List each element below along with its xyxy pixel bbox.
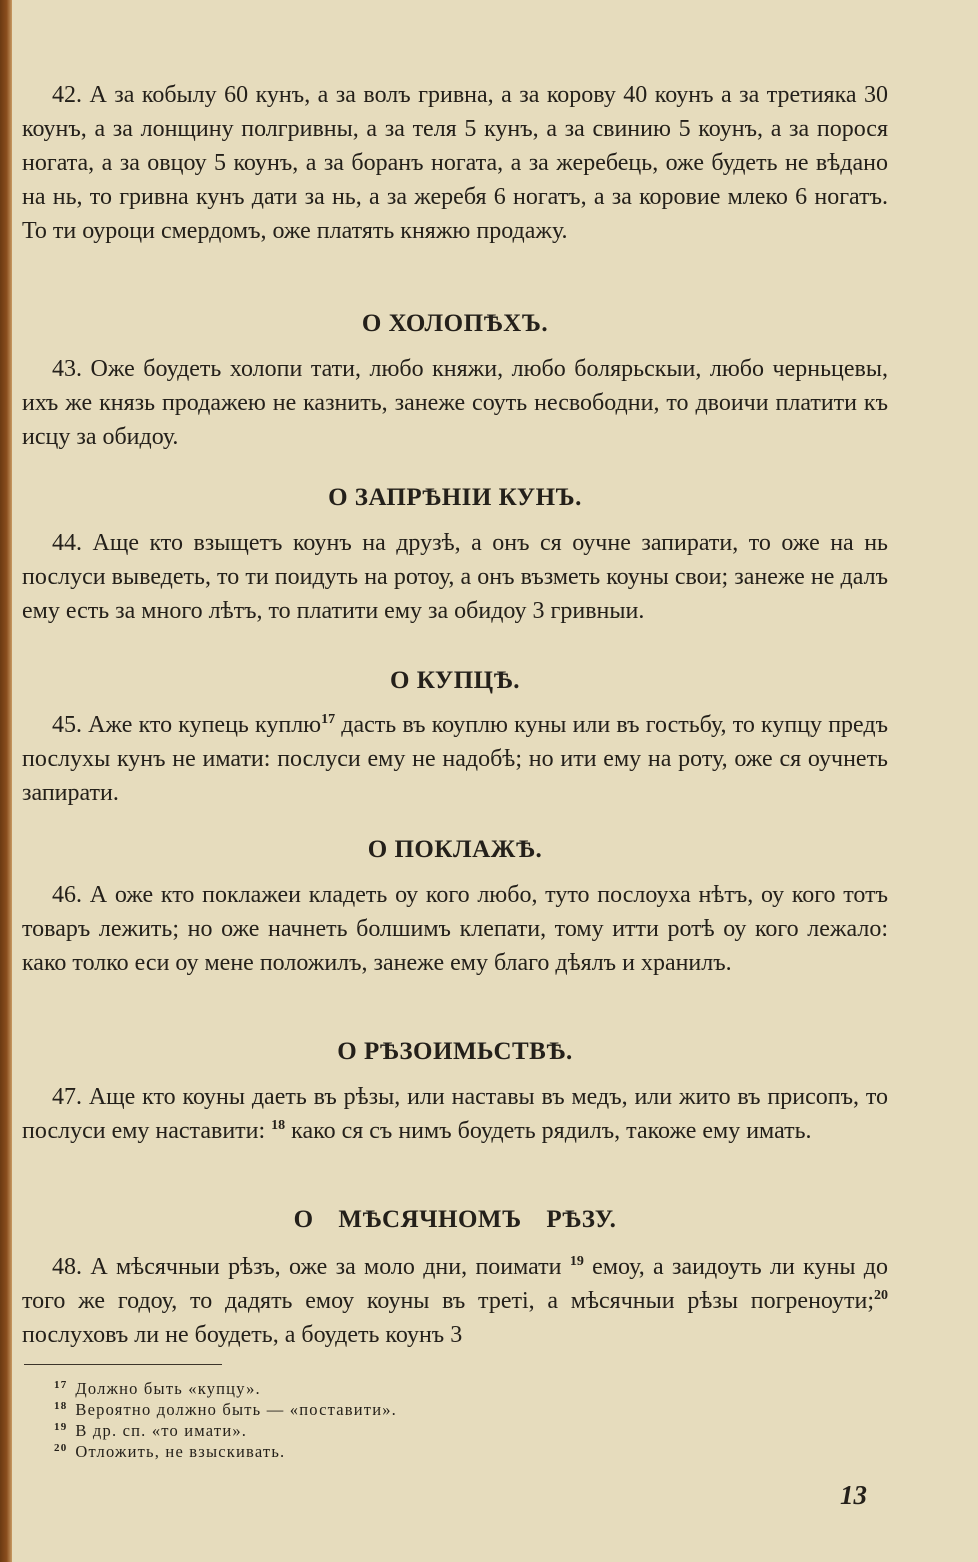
paragraph-45	[22, 708, 888, 810]
footnote-mark: 18	[54, 1399, 68, 1412]
paragraph-text: А оже кто поклажеи кладеть оу кого любо, туто послоуха нѣтъ, оу кого тотъ товаръ лежить; но оже начнеть болшимъ клепати, тому итти ротѣ оу кого лежало: како толко еси оу мене положилъ, занеже ему благо дѣялъ и хранилъ.	[22, 882, 889, 976]
paragraph-text: Аще кто взыщетъ коунъ на друзѣ, а онъ ся оучне запирати, то оже на нь послуси выведеть, то ти поидуть на ротоу, а онъ възметь коуны свои; занеже не далъ ему есть за много лѣтъ, то платити ему за обидоу 3 гривныи.	[22, 530, 888, 624]
paragraph-text: Аще кто коуны даеть въ рѣзы, или наставы въ медъ, или жито въ присопъ, то послуси ему наставити:	[22, 1084, 888, 1144]
paragraph-48	[22, 1250, 888, 1352]
footnote-text: Должно быть «купцу».	[75, 1379, 261, 1398]
section-heading-holopy: О ХОЛОПѢХЪ.	[361, 310, 549, 337]
footnote-20	[54, 1441, 754, 1462]
paragraph-text: Аже кто купець куплю	[88, 712, 322, 738]
paragraph-text: А мѣсячныи рѣзъ, оже за моло дни, поимати	[90, 1254, 562, 1280]
section-heading-poklazha: О ПОКЛАЖѢ.	[367, 836, 543, 863]
paragraph-text: послуховъ ли не боудеть, а боудеть коунъ 3	[22, 1322, 463, 1348]
footnote-19	[54, 1420, 754, 1441]
footnote-mark: 17	[54, 1378, 68, 1391]
footnote-text: Отложить, не взыскивать.	[75, 1442, 286, 1461]
book-page	[22, 0, 888, 1562]
paragraph-text: емоу, а заидоуть ли куны до того же годоу, то дадять емоу коуны въ треті, а мѣсячныи рѣзы погреноути;	[22, 1254, 889, 1314]
paragraph-text: Оже боудеть холопи тати, любо княжи, любо болярьскыи, любо черньцевы, ихъ же князь продажею не казнить, занеже соуть несвободни, то двоичи платити къ исцу за обидоу.	[22, 356, 888, 450]
paragraph-42	[22, 78, 888, 248]
footnote-ref-20[interactable]: 20	[874, 1288, 888, 1303]
book-binding-edge	[0, 0, 12, 1562]
paragraph-number: 43.	[52, 356, 82, 382]
paragraph-number: 46.	[52, 882, 82, 908]
section-heading-zapreni-kun: О ЗАПРѢНІИ КУНЪ.	[328, 484, 582, 511]
paragraph-44	[22, 526, 888, 628]
paragraph-47	[22, 1080, 888, 1148]
paragraph-text: како ся съ нимъ боудеть рядилъ, такоже ему имать.	[291, 1118, 812, 1144]
footnote-mark: 19	[54, 1420, 68, 1433]
paragraph-46	[22, 878, 888, 980]
paragraph-43	[22, 352, 888, 454]
footnote-mark: 20	[54, 1441, 68, 1454]
footnote-ref-19[interactable]: 19	[569, 1254, 584, 1269]
paragraph-text: дасть въ коуплю куны или въ гостьбу, то купцу предъ послухы кунъ не имати: послуси ему не надобѣ; но ити ему на роту, оже ся оучнеть запирати.	[22, 712, 889, 806]
footnote-ref-18[interactable]: 18	[271, 1118, 286, 1133]
paragraph-number: 42.	[52, 82, 82, 108]
footnote-18	[54, 1399, 754, 1420]
page-number: 13	[840, 1480, 867, 1510]
footnote-ref-17[interactable]: 17	[321, 712, 336, 727]
section-heading-mesyachny-rez: О МѢСЯЧНОМЪ РѢЗУ.	[293, 1206, 617, 1233]
paragraph-number: 44.	[52, 530, 82, 556]
footnote-17	[54, 1378, 754, 1399]
paragraph-number: 48.	[52, 1254, 82, 1280]
footnote-text: Вероятно должно быть — «поставити».	[75, 1400, 397, 1419]
footnotes	[54, 1378, 754, 1462]
section-heading-kupets: О КУПЦѢ.	[390, 667, 520, 694]
section-heading-rezoimstvo: О РѢЗОИМЬСТВѢ.	[337, 1038, 573, 1065]
paragraph-number: 47.	[52, 1084, 82, 1110]
paragraph-text: А за кобылу 60 кунъ, а за волъ гривна, а за корову 40 коунъ а за третияка 30 коунъ, а за лонщину полгривны, а за теля 5 кунъ, а за свинию 5 коунъ, а за порося ногата, а за овцоу 5 коунъ, а за боранъ ногата, а за жеребець, оже будеть не вѣдано на нь, то гривна кунъ дати за нь, а за жеребя 6 ногатъ, а за коровие млеко 6 ногатъ. То ти оуроци смердомъ, оже платять княжю продажу.	[22, 82, 889, 244]
footnote-text: В др. сп. «то имати».	[75, 1421, 248, 1440]
paragraph-number: 45.	[52, 712, 82, 738]
footnote-divider	[24, 1364, 222, 1365]
